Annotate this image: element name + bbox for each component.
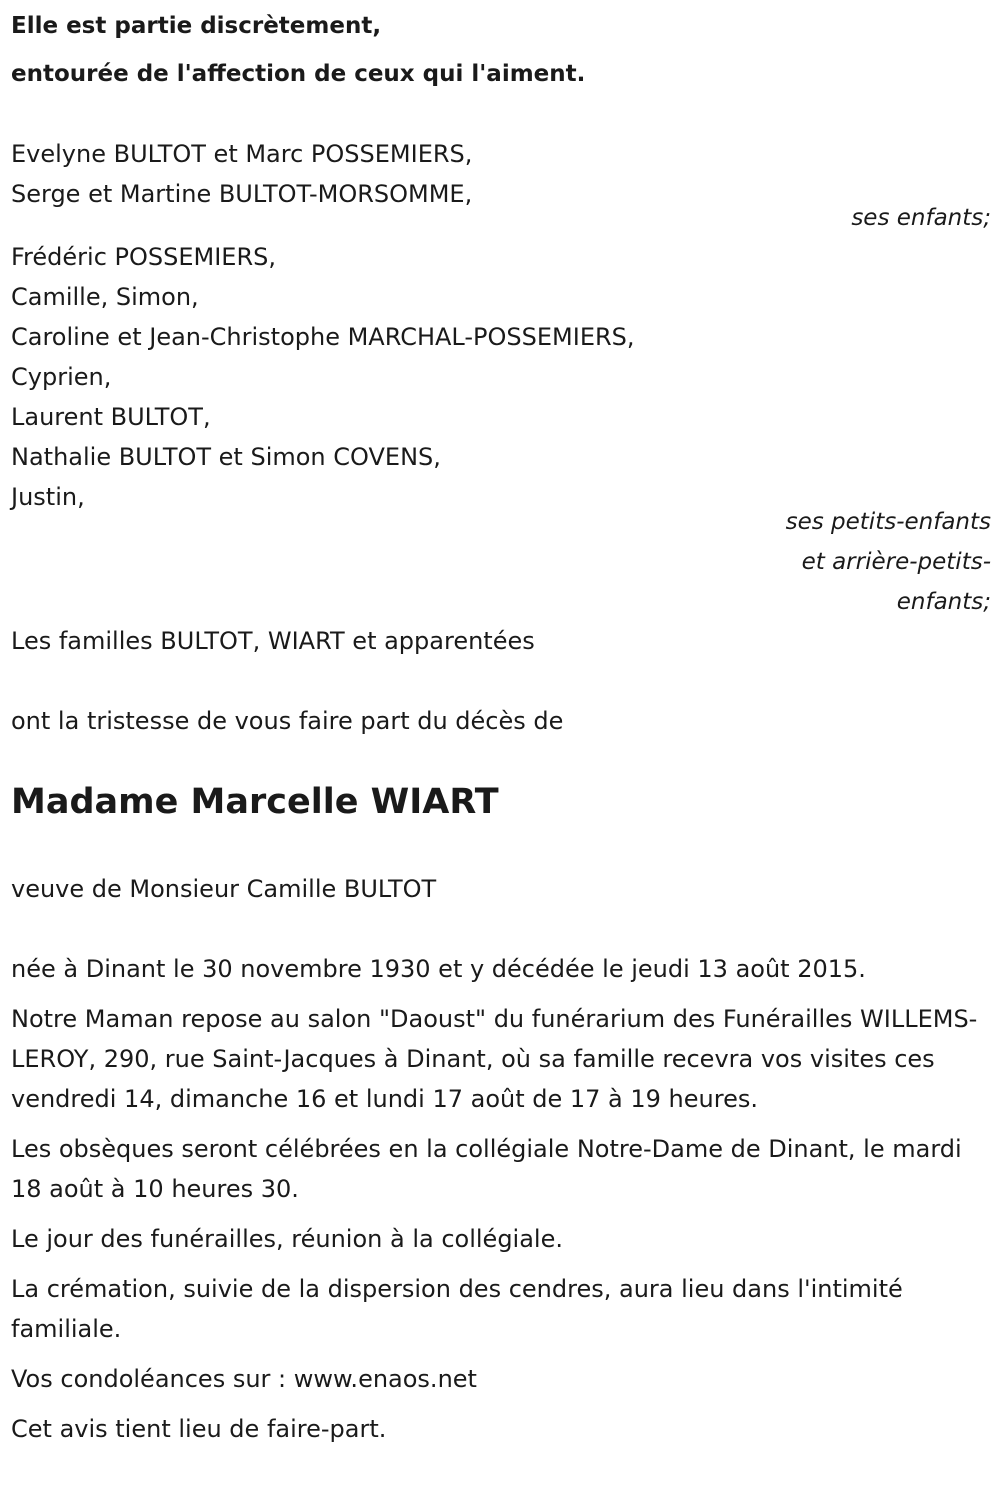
widow-of-line: veuve de Monsieur Camille BULTOT bbox=[11, 875, 437, 903]
detail-paragraph: Notre Maman repose au salon "Daoust" du funérarium des Funérailles WILLEMS-LEROY, 290, rue Saint-Jacques à Dinant, où sa famille recevra vos visites ces vendredi 14, dimanche 16 et lundi 17 août de 17 à 19 heures. bbox=[11, 1005, 978, 1113]
closing-line: Cet avis tient lieu de faire-part. bbox=[11, 1415, 387, 1443]
grandchildren-name: Frédéric POSSEMIERS, bbox=[11, 243, 277, 271]
grandchildren-list bbox=[11, 237, 991, 517]
grandchildren-role bbox=[11, 502, 991, 622]
grandchildren-name: Camille, Simon, bbox=[11, 283, 199, 311]
grandchildren-role-line: ses petits-enfants bbox=[785, 509, 991, 535]
children-name: Evelyne BULTOT et Marc POSSEMIERS, bbox=[11, 140, 473, 168]
deceased-name: Madame Marcelle WIART bbox=[11, 782, 499, 822]
detail-paragraph: La crémation, suivie de la dispersion des cendres, aura lieu dans l'intimité familiale. bbox=[11, 1275, 903, 1343]
grandchildren-name: Caroline et Jean-Christophe MARCHAL-POSSEMIERS, bbox=[11, 323, 635, 351]
detail-paragraph: Les obsèques seront célébrées en la collégiale Notre-Dame de Dinant, le mardi 18 août à 10 heures 30. bbox=[11, 1135, 962, 1203]
announcement-line: ont la tristesse de vous faire part du décès de bbox=[11, 707, 564, 735]
grandchildren-role-line: enfants; bbox=[896, 589, 991, 615]
detail-paragraph: née à Dinant le 30 novembre 1930 et y décédée le jeudi 13 août 2015. bbox=[11, 955, 866, 983]
grandchildren-name: Justin, bbox=[11, 483, 85, 511]
condolences-line: Vos condoléances sur : www.enaos.net bbox=[11, 1365, 477, 1393]
grandchildren-name: Cyprien, bbox=[11, 363, 112, 391]
detail-paragraph: Le jour des funérailles, réunion à la collégiale. bbox=[11, 1225, 563, 1253]
intro-block bbox=[11, 2, 991, 98]
grandchildren-name: Laurent BULTOT, bbox=[11, 403, 211, 431]
intro-line-2: entourée de l'affection de ceux qui l'aiment. bbox=[11, 61, 586, 87]
details-block bbox=[11, 949, 991, 1459]
families-line: Les familles BULTOT, WIART et apparentées bbox=[11, 627, 535, 655]
grandchildren-name: Nathalie BULTOT et Simon COVENS, bbox=[11, 443, 441, 471]
intro-line-1: Elle est partie discrètement, bbox=[11, 13, 382, 39]
grandchildren-role-line: et arrière-petits- bbox=[801, 549, 991, 575]
children-role: ses enfants; bbox=[851, 205, 991, 231]
children-name: Serge et Martine BULTOT-MORSOMME, bbox=[11, 180, 473, 208]
